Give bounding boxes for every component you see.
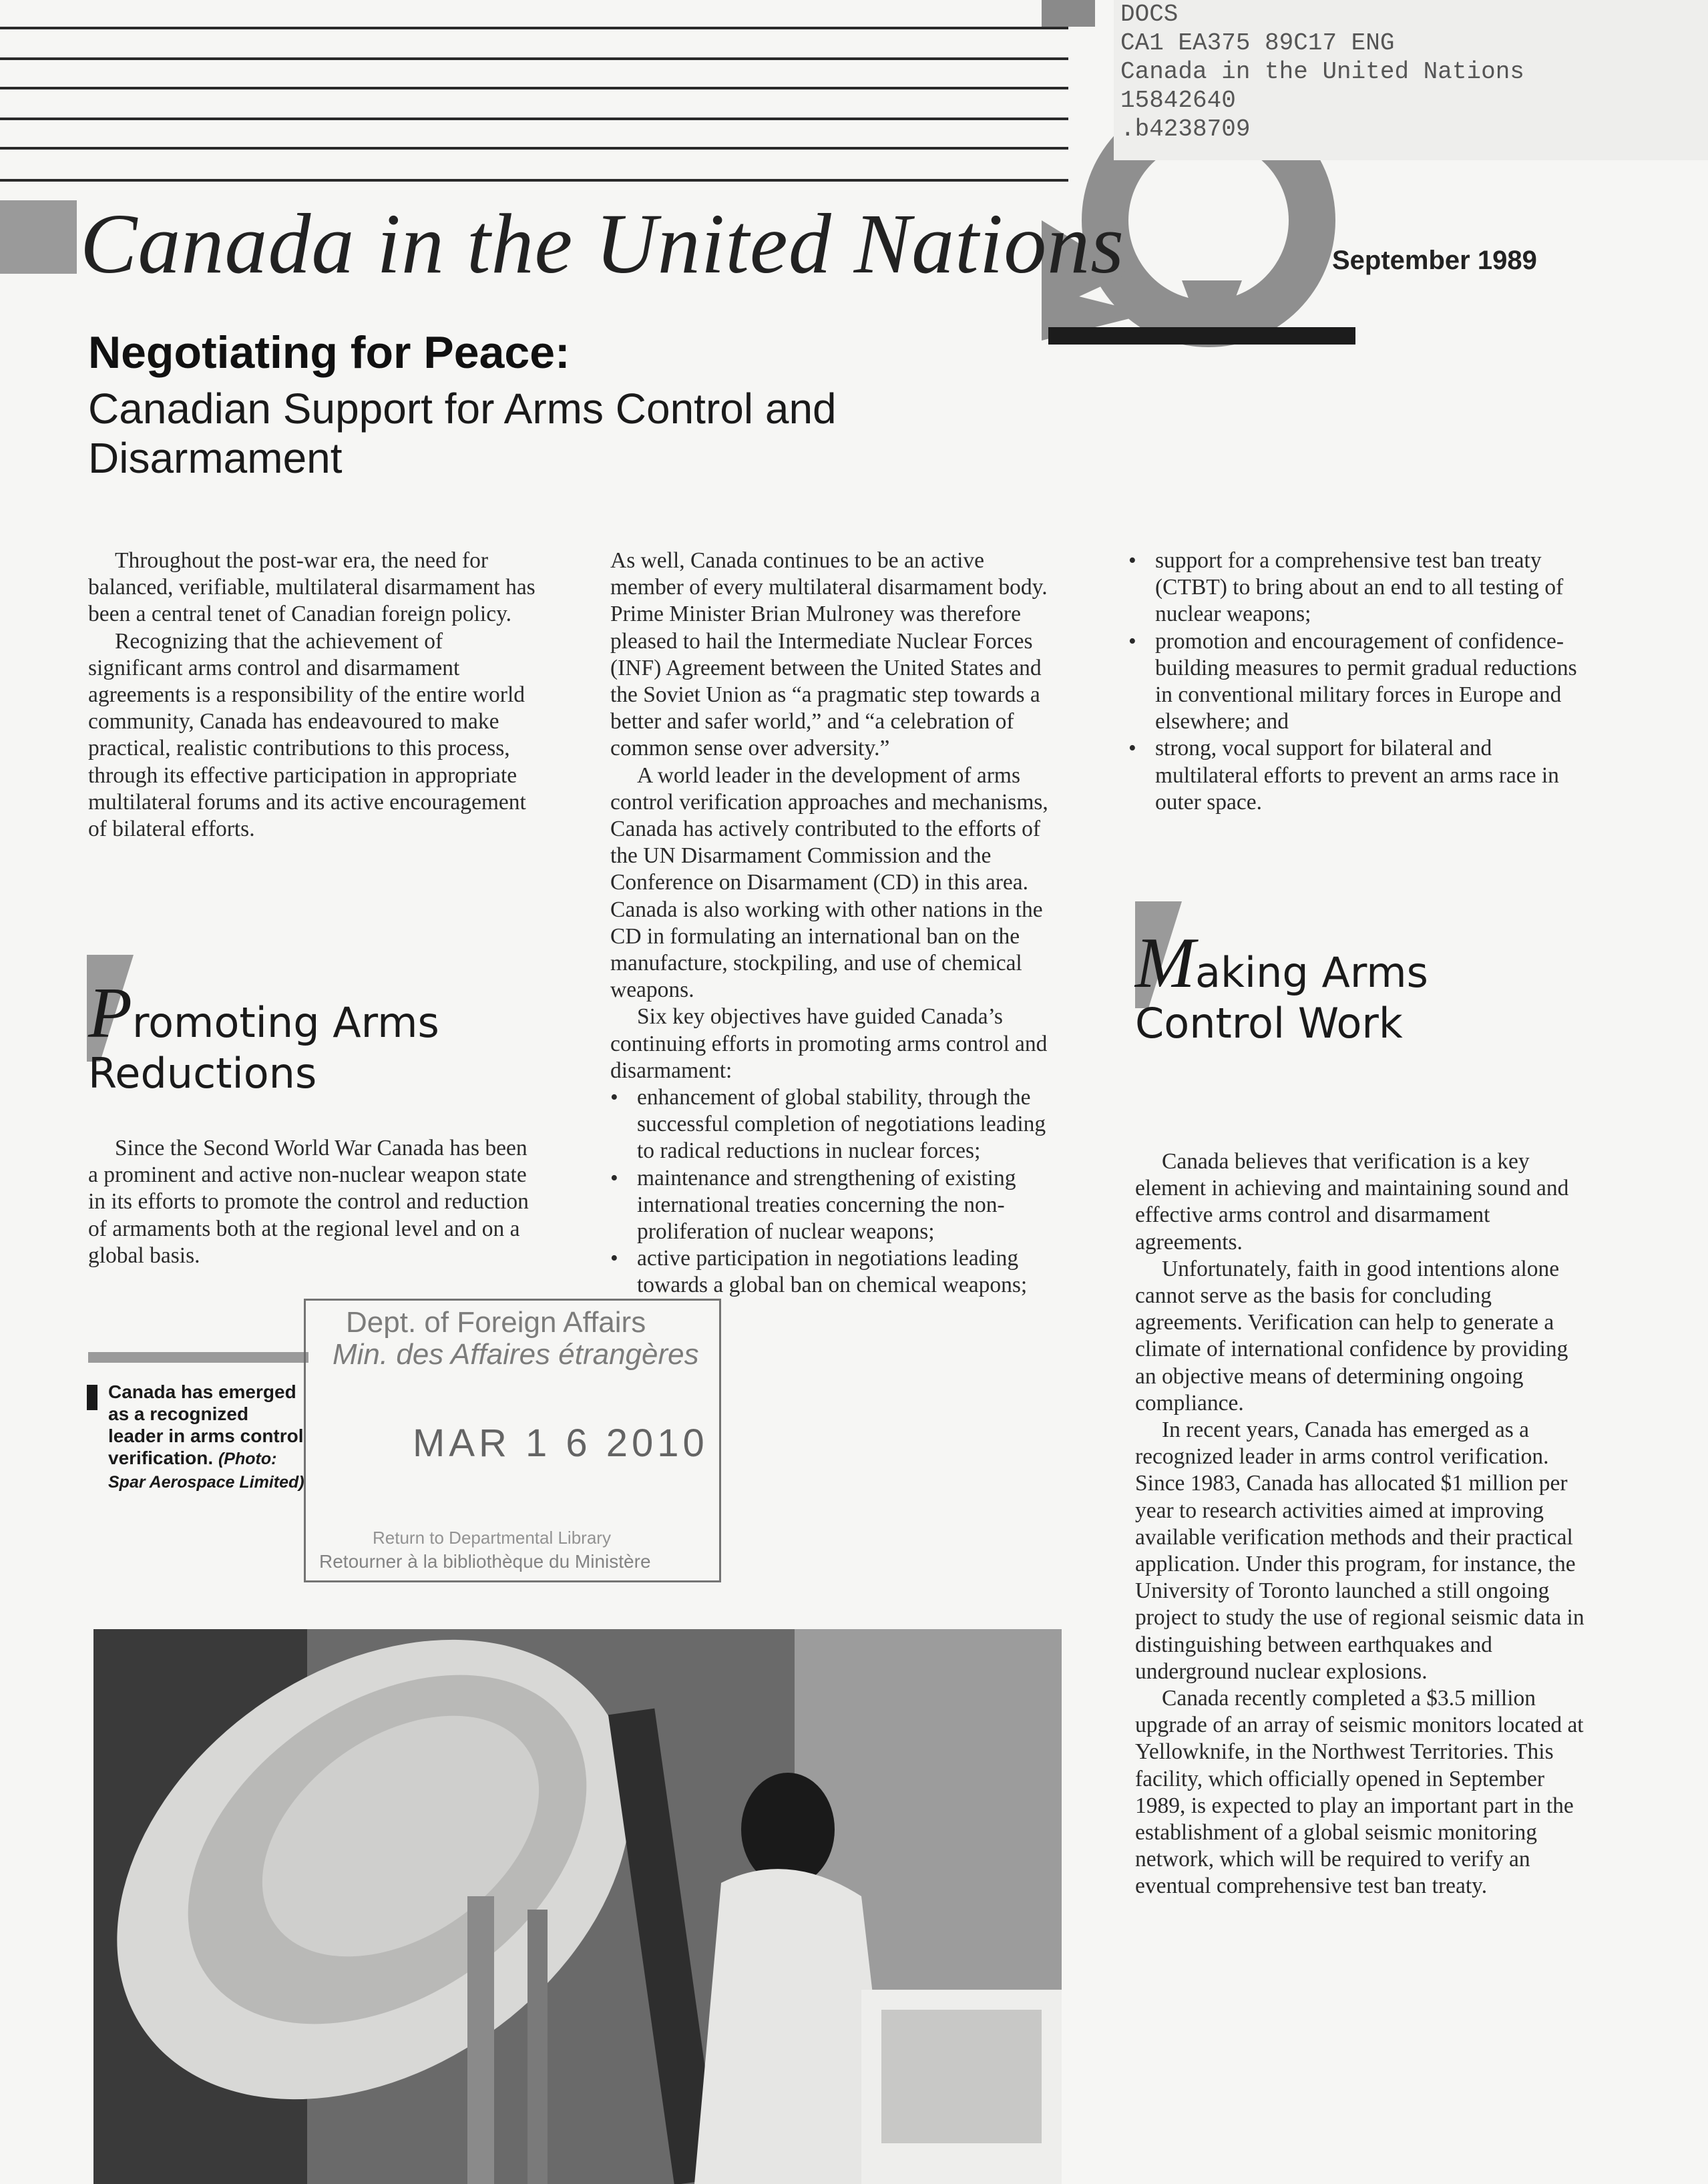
section-heading-text: romoting Arms bbox=[132, 998, 439, 1047]
column-3-section bbox=[1135, 1148, 1589, 1900]
paragraph: A world leader in the development of arms control verification approaches and mechanisms, Canada has actively contributed to the efforts of the UN Disarmament Commission and the Conference on Disarmament (CD) in this area. Canada is also working with other nations in the CD in formulating an international ban on the manufacture, stockpiling, and use of chemical weapons. bbox=[610, 762, 1048, 1003]
paragraph: Six key objectives have guided Canada’s continuing efforts in promoting arms control and disarmament: bbox=[610, 1004, 1048, 1083]
library-catalog-label bbox=[1114, 0, 1708, 160]
stamp-line: Return to Departmental Library bbox=[373, 1528, 611, 1548]
stamp-line: Retourner à la bibliothèque du Ministère bbox=[319, 1551, 651, 1572]
header-rule bbox=[0, 179, 1068, 182]
objectives-list-continued bbox=[1128, 548, 1582, 816]
column-1-intro bbox=[88, 548, 542, 843]
list-item: • maintenance and strengthening of existing international treaties concerning the non-proliferation of nuclear weapons; bbox=[610, 1165, 1054, 1246]
list-item: • active participation in negotiations leading towards a global ban on chemical weapons; bbox=[610, 1245, 1054, 1299]
column-2 bbox=[610, 548, 1054, 1299]
paragraph: Throughout the post-war era, the need for balanced, verifiable, multilateral disarmament has been a central tenet of Canadian foreign policy. bbox=[88, 548, 536, 627]
article-photo bbox=[93, 1629, 1062, 2184]
caption-rule bbox=[88, 1352, 308, 1363]
section-heading-line2: Control Work bbox=[1135, 999, 1403, 1048]
column-3 bbox=[1128, 548, 1582, 816]
masthead-title: Canada in the United Nations bbox=[80, 196, 1124, 291]
caption-credit: (Photo: Spar Aerospace Limited) bbox=[108, 1450, 304, 1492]
section-heading-line2: Reductions bbox=[88, 1049, 317, 1098]
section-heading-text: aking Arms bbox=[1195, 948, 1428, 997]
article-subheadline: Canadian Support for Arms Control and Disarmament bbox=[88, 385, 837, 482]
article-headline: Negotiating for Peace: bbox=[88, 327, 570, 378]
paragraph: Recognizing that the achievement of significant arms control and disarmament agreements is a responsibility of the entire world community, Canada has endeavoured to make practical, realistic contributions to this process, through its effective participation in appropriate multilateral forums and its active encouragement of bilateral efforts. bbox=[88, 628, 526, 842]
stamp-line: Dept. of Foreign Affairs bbox=[346, 1306, 646, 1339]
paragraph: Unfortunately, faith in good intentions alone cannot serve as the basis for concluding agreements. Verification can help to generate a climate of international confidence by providing an objective means of determining ongoing compliance. bbox=[1135, 1256, 1568, 1415]
photo-caption bbox=[108, 1381, 308, 1494]
list-item: • support for a comprehensive test ban treaty (CTBT) to bring about an end to all testing of nuclear weapons; bbox=[1128, 548, 1582, 628]
label-line: DOCS bbox=[1120, 1, 1179, 28]
paragraph: As well, Canada continues to be an active member of every multilateral disarmament body. Prime Minister Brian Mulroney was therefore pleased to hail the Intermediate Nuclear Forces (INF) Agreement between the United States and the Soviet Union as “a pragmatic step towards a better and safer world,” and “a celebration of common sense over adversity.” bbox=[610, 548, 1048, 761]
label-line: CA1 EA375 89C17 ENG bbox=[1120, 29, 1395, 57]
caption-bullet-icon bbox=[87, 1385, 97, 1410]
section-dropcap: P bbox=[88, 973, 132, 1053]
caption-text: Canada has emerged as a recognized leader in arms control verification. bbox=[108, 1381, 304, 1468]
library-stamp bbox=[304, 1299, 721, 1582]
header-rule bbox=[0, 147, 1068, 150]
list-item: • enhancement of global stability, through the successful completion of negotiations leading to radical reductions in nuclear forces; bbox=[610, 1084, 1054, 1165]
label-line: .b4238709 bbox=[1120, 116, 1251, 143]
label-line: 15842640 bbox=[1120, 87, 1236, 114]
column-1-section bbox=[88, 1135, 542, 1269]
paragraph: Since the Second World War Canada has been a prominent and active non-nuclear weapon state in its efforts to promote the control and reduction of armaments both at the regional level and on a global basis. bbox=[88, 1136, 529, 1268]
list-item: • promotion and encouragement of confidence-building measures to permit gradual reductions in conventional military forces in Europe and elsewhere; and bbox=[1128, 628, 1582, 736]
header-rule bbox=[0, 118, 1068, 120]
list-item: • strong, vocal support for bilateral and multilateral efforts to prevent an arms race in outer space. bbox=[1128, 735, 1582, 816]
section-dropcap: M bbox=[1135, 923, 1195, 1003]
issue-date: September 1989 bbox=[1332, 246, 1537, 275]
header-rule bbox=[0, 57, 1068, 60]
stamp-line: Min. des Affaires étrangères bbox=[333, 1338, 699, 1371]
header-rule bbox=[0, 27, 1068, 29]
section-heading-making bbox=[1135, 923, 1603, 1049]
paragraph: Canada believes that verification is a key element in achieving and maintaining sound and effective arms control and disarmament agreements. bbox=[1135, 1149, 1569, 1255]
label-line: Canada in the United Nations bbox=[1120, 58, 1524, 85]
objectives-list bbox=[610, 1084, 1054, 1299]
paragraph: Canada recently completed a $3.5 million upgrade of an array of seismic monitors located at Yellowknife, in the Northwest Territories. This facility, which officially opened in September 1989, is expected to play an important part in the establishment of a global seismic monitoring network, which will be required to verify an eventual comprehensive test ban treaty. bbox=[1135, 1686, 1584, 1899]
header-rule bbox=[0, 87, 1068, 89]
masthead-accent-bar bbox=[0, 200, 77, 274]
stamp-date: MAR 1 6 2010 bbox=[413, 1422, 708, 1465]
paragraph: In recent years, Canada has emerged as a recognized leader in arms control verification. Since 1983, Canada has allocated $1 million per year to research activities aimed at improving available verification methods and their practical application. Under this program, for instance, the University of Toronto launched a still ongoing project to study the use of regional seismic data in distinguishing between earthquakes and underground nuclear explosions. bbox=[1135, 1417, 1584, 1684]
section-heading-promoting bbox=[88, 973, 556, 1099]
